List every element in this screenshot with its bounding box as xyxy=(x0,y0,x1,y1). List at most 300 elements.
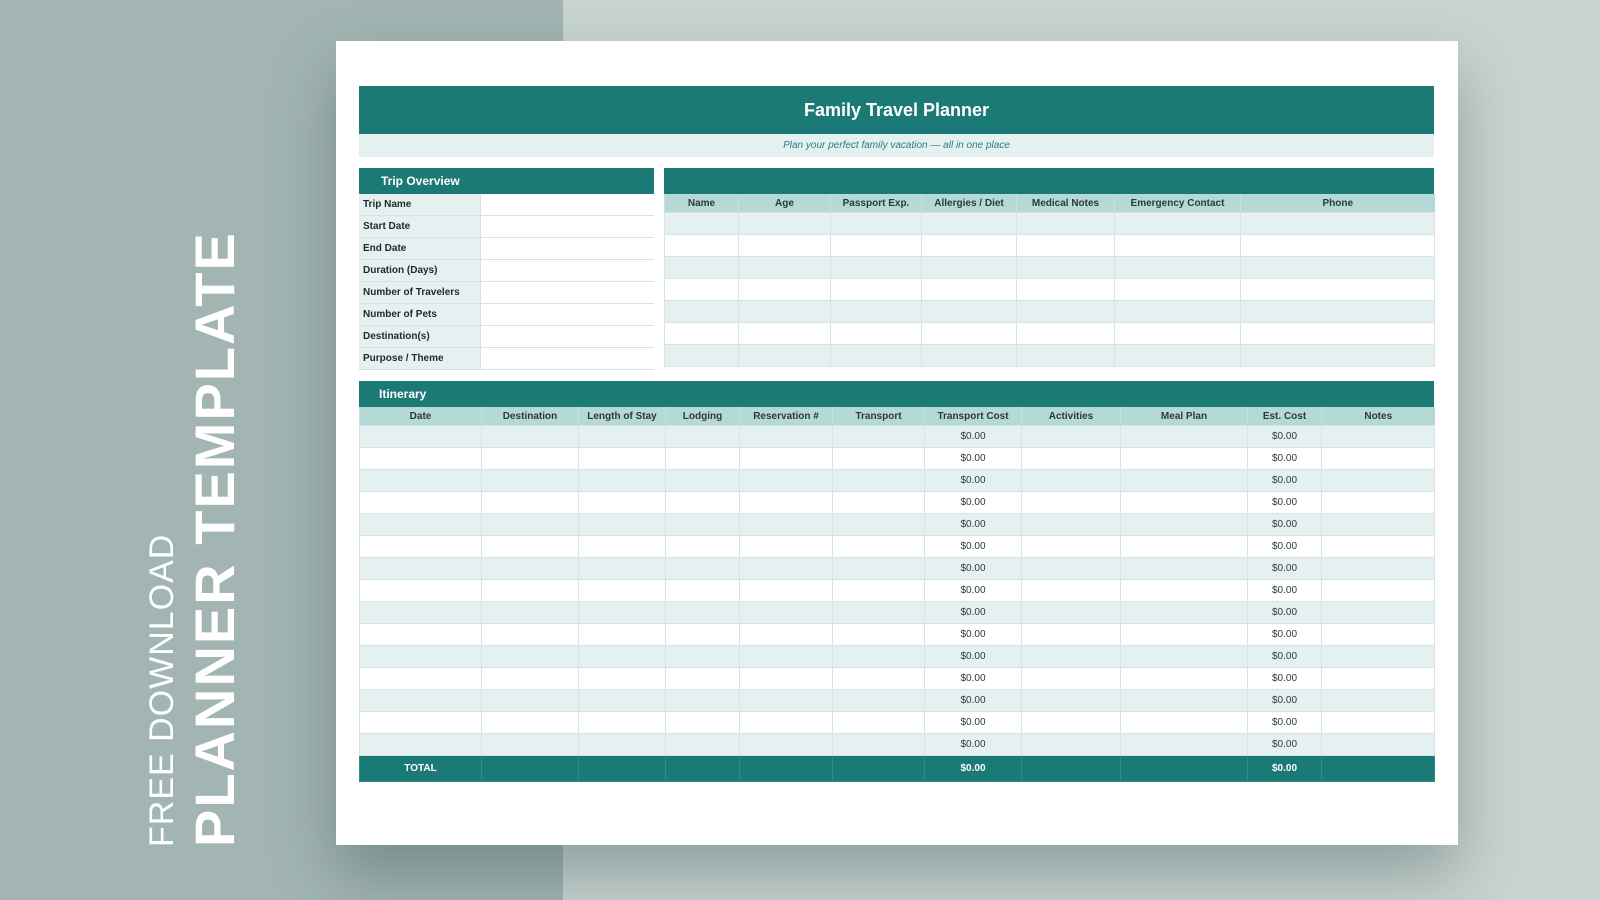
traveler-cell[interactable] xyxy=(1017,323,1115,345)
traveler-cell[interactable] xyxy=(739,279,831,301)
itinerary-cell[interactable] xyxy=(579,668,666,690)
travelers-column-header: Name xyxy=(665,194,739,213)
table-row xyxy=(360,426,1435,448)
itinerary-cell[interactable] xyxy=(1121,448,1248,470)
itinerary-cell[interactable] xyxy=(579,536,666,558)
est-cost-cell[interactable]: $0.00 xyxy=(1248,712,1322,734)
traveler-cell[interactable] xyxy=(1017,213,1115,235)
est-cost-cell[interactable]: $0.00 xyxy=(1248,646,1322,668)
itinerary-cell[interactable] xyxy=(1121,470,1248,492)
traveler-cell[interactable] xyxy=(1241,257,1435,279)
travelers-column-header: Phone xyxy=(1241,194,1435,213)
total-cell xyxy=(579,756,666,782)
itinerary-cell[interactable] xyxy=(740,448,833,470)
itinerary-cell[interactable] xyxy=(833,426,925,448)
traveler-cell[interactable] xyxy=(665,235,739,257)
traveler-cell[interactable] xyxy=(739,301,831,323)
transport-cost-cell[interactable]: $0.00 xyxy=(925,734,1022,756)
itinerary-cell[interactable] xyxy=(579,624,666,646)
overview-field-row xyxy=(359,260,654,282)
itinerary-cell[interactable] xyxy=(1022,448,1121,470)
itinerary-cell[interactable] xyxy=(666,602,740,624)
traveler-cell[interactable] xyxy=(1115,301,1241,323)
total-cell xyxy=(482,756,579,782)
itinerary-column-header: Lodging xyxy=(666,407,740,426)
traveler-cell[interactable] xyxy=(922,213,1017,235)
itinerary-cell[interactable] xyxy=(482,426,579,448)
traveler-cell[interactable] xyxy=(831,213,922,235)
transport-cost-cell[interactable]: $0.00 xyxy=(925,602,1022,624)
itinerary-cell[interactable] xyxy=(833,602,925,624)
itinerary-cell[interactable] xyxy=(360,624,482,646)
itinerary-cell[interactable] xyxy=(482,646,579,668)
overview-field-label: Duration (Days) xyxy=(359,260,481,281)
itinerary-cell[interactable] xyxy=(1322,448,1435,470)
itinerary-cell[interactable] xyxy=(740,690,833,712)
overview-field-value[interactable] xyxy=(481,326,654,347)
itinerary-cell[interactable] xyxy=(740,734,833,756)
traveler-cell[interactable] xyxy=(665,279,739,301)
itinerary-cell[interactable] xyxy=(1121,536,1248,558)
traveler-cell[interactable] xyxy=(1115,345,1241,367)
itinerary-cell[interactable] xyxy=(666,470,740,492)
planner-sheet xyxy=(336,41,1458,845)
itinerary-cell[interactable] xyxy=(740,712,833,734)
total-cell xyxy=(666,756,740,782)
itinerary-cell[interactable] xyxy=(1022,558,1121,580)
itinerary-cell[interactable] xyxy=(833,624,925,646)
itinerary-cell[interactable] xyxy=(579,580,666,602)
est-cost-cell[interactable]: $0.00 xyxy=(1248,690,1322,712)
overview-field-value[interactable] xyxy=(481,348,654,369)
trip-overview-section xyxy=(359,168,654,370)
itinerary-column-header: Length of Stay xyxy=(579,407,666,426)
itinerary-column-header: Transport xyxy=(833,407,925,426)
overview-field-row xyxy=(359,326,654,348)
table-row xyxy=(665,345,1435,367)
table-row xyxy=(360,492,1435,514)
itinerary-cell[interactable] xyxy=(1121,624,1248,646)
itinerary-heading: Itinerary xyxy=(359,381,1434,407)
itinerary-cell[interactable] xyxy=(666,624,740,646)
traveler-cell[interactable] xyxy=(831,301,922,323)
itinerary-cell[interactable] xyxy=(482,558,579,580)
itinerary-cell[interactable] xyxy=(482,712,579,734)
traveler-cell[interactable] xyxy=(922,235,1017,257)
itinerary-cell[interactable] xyxy=(1022,514,1121,536)
overview-field-row xyxy=(359,238,654,260)
traveler-cell[interactable] xyxy=(739,323,831,345)
overview-field-value[interactable] xyxy=(481,238,654,259)
overview-field-value[interactable] xyxy=(481,216,654,237)
itinerary-cell[interactable] xyxy=(666,690,740,712)
traveler-cell[interactable] xyxy=(1017,279,1115,301)
itinerary-cell[interactable] xyxy=(360,734,482,756)
itinerary-cell[interactable] xyxy=(666,426,740,448)
itinerary-cell[interactable] xyxy=(833,448,925,470)
itinerary-cell[interactable] xyxy=(666,646,740,668)
transport-cost-cell[interactable]: $0.00 xyxy=(925,624,1022,646)
traveler-cell[interactable] xyxy=(739,213,831,235)
overview-field-label: Trip Name xyxy=(359,194,481,215)
transport-cost-cell[interactable]: $0.00 xyxy=(925,492,1022,514)
itinerary-cell[interactable] xyxy=(1322,492,1435,514)
itinerary-cell[interactable] xyxy=(482,624,579,646)
itinerary-cell[interactable] xyxy=(833,470,925,492)
itinerary-cell[interactable] xyxy=(666,580,740,602)
itinerary-cell[interactable] xyxy=(360,602,482,624)
itinerary-cell[interactable] xyxy=(1322,536,1435,558)
traveler-cell[interactable] xyxy=(831,345,922,367)
itinerary-cell[interactable] xyxy=(1022,426,1121,448)
traveler-cell[interactable] xyxy=(1241,235,1435,257)
total-label: TOTAL xyxy=(360,756,482,782)
itinerary-cell[interactable] xyxy=(740,514,833,536)
table-row xyxy=(665,323,1435,345)
itinerary-cell[interactable] xyxy=(1022,470,1121,492)
table-row xyxy=(360,734,1435,756)
itinerary-cell[interactable] xyxy=(1022,624,1121,646)
transport-cost-cell[interactable]: $0.00 xyxy=(925,470,1022,492)
itinerary-cell[interactable] xyxy=(740,624,833,646)
itinerary-cell[interactable] xyxy=(833,580,925,602)
itinerary-cell[interactable] xyxy=(579,602,666,624)
table-row xyxy=(360,624,1435,646)
transport-cost-cell[interactable]: $0.00 xyxy=(925,580,1022,602)
itinerary-cell[interactable] xyxy=(1121,602,1248,624)
total-cell xyxy=(1121,756,1248,782)
itinerary-cell[interactable] xyxy=(482,668,579,690)
itinerary-cell[interactable] xyxy=(360,712,482,734)
total-cell xyxy=(1322,756,1435,782)
total-row xyxy=(360,756,1435,782)
traveler-cell[interactable] xyxy=(1241,213,1435,235)
itinerary-cell[interactable] xyxy=(833,558,925,580)
itinerary-cell[interactable] xyxy=(1022,734,1121,756)
est-cost-cell[interactable]: $0.00 xyxy=(1248,734,1322,756)
itinerary-cell[interactable] xyxy=(740,470,833,492)
itinerary-cell[interactable] xyxy=(482,492,579,514)
itinerary-cell[interactable] xyxy=(740,558,833,580)
itinerary-cell[interactable] xyxy=(740,536,833,558)
total-cell xyxy=(740,756,833,782)
side-banner xyxy=(140,231,246,847)
itinerary-cell[interactable] xyxy=(360,448,482,470)
est-cost-cell[interactable]: $0.00 xyxy=(1248,624,1322,646)
traveler-cell[interactable] xyxy=(1115,257,1241,279)
traveler-cell[interactable] xyxy=(1241,345,1435,367)
table-row xyxy=(360,514,1435,536)
itinerary-cell[interactable] xyxy=(360,426,482,448)
table-row xyxy=(360,712,1435,734)
itinerary-cell[interactable] xyxy=(579,646,666,668)
itinerary-cell[interactable] xyxy=(1022,690,1121,712)
itinerary-cell[interactable] xyxy=(579,492,666,514)
traveler-cell[interactable] xyxy=(1115,323,1241,345)
est-cost-cell[interactable]: $0.00 xyxy=(1248,514,1322,536)
itinerary-cell[interactable] xyxy=(1322,734,1435,756)
itinerary-cell[interactable] xyxy=(1022,536,1121,558)
table-row xyxy=(665,257,1435,279)
itinerary-cell[interactable] xyxy=(666,492,740,514)
itinerary-cell[interactable] xyxy=(740,426,833,448)
itinerary-cell[interactable] xyxy=(740,580,833,602)
travelers-column-header: Age xyxy=(739,194,831,213)
itinerary-cell[interactable] xyxy=(579,514,666,536)
travelers-column-header: Medical Notes xyxy=(1017,194,1115,213)
overview-field-value[interactable] xyxy=(481,194,654,215)
itinerary-cell[interactable] xyxy=(1121,712,1248,734)
itinerary-cell[interactable] xyxy=(833,668,925,690)
traveler-cell[interactable] xyxy=(922,279,1017,301)
itinerary-cell[interactable] xyxy=(740,668,833,690)
total-transport-cost: $0.00 xyxy=(925,756,1022,782)
itinerary-body xyxy=(360,426,1435,782)
traveler-cell[interactable] xyxy=(1017,301,1115,323)
overview-field-row xyxy=(359,282,654,304)
travelers-section xyxy=(664,168,1434,367)
itinerary-cell[interactable] xyxy=(579,426,666,448)
travelers-heading-bar xyxy=(664,168,1434,194)
table-row xyxy=(665,235,1435,257)
traveler-cell[interactable] xyxy=(831,323,922,345)
transport-cost-cell[interactable]: $0.00 xyxy=(925,712,1022,734)
overview-field-value[interactable] xyxy=(481,304,654,325)
itinerary-column-header: Est. Cost xyxy=(1248,407,1322,426)
itinerary-cell[interactable] xyxy=(1322,514,1435,536)
traveler-cell[interactable] xyxy=(922,301,1017,323)
itinerary-cell[interactable] xyxy=(360,536,482,558)
transport-cost-cell[interactable]: $0.00 xyxy=(925,448,1022,470)
itinerary-cell[interactable] xyxy=(666,668,740,690)
total-est-cost: $0.00 xyxy=(1248,756,1322,782)
itinerary-cell[interactable] xyxy=(833,492,925,514)
transport-cost-cell[interactable]: $0.00 xyxy=(925,514,1022,536)
itinerary-cell[interactable] xyxy=(360,580,482,602)
itinerary-cell[interactable] xyxy=(482,448,579,470)
itinerary-cell[interactable] xyxy=(1121,580,1248,602)
itinerary-header-row xyxy=(360,407,1435,426)
traveler-cell[interactable] xyxy=(922,257,1017,279)
itinerary-cell[interactable] xyxy=(740,492,833,514)
table-row xyxy=(360,668,1435,690)
table-row xyxy=(360,602,1435,624)
side-banner-small-text: FREE DOWNLOAD xyxy=(143,533,181,847)
total-cell xyxy=(1022,756,1121,782)
overview-field-label: End Date xyxy=(359,238,481,259)
itinerary-cell[interactable] xyxy=(1322,602,1435,624)
est-cost-cell[interactable]: $0.00 xyxy=(1248,536,1322,558)
traveler-cell[interactable] xyxy=(665,345,739,367)
itinerary-cell[interactable] xyxy=(1322,646,1435,668)
itinerary-cell[interactable] xyxy=(579,690,666,712)
itinerary-cell[interactable] xyxy=(666,558,740,580)
overview-field-label: Number of Travelers xyxy=(359,282,481,303)
table-row xyxy=(360,646,1435,668)
overview-field-label: Purpose / Theme xyxy=(359,348,481,369)
itinerary-cell[interactable] xyxy=(666,514,740,536)
traveler-cell[interactable] xyxy=(831,279,922,301)
overview-field-label: Start Date xyxy=(359,216,481,237)
table-row xyxy=(665,279,1435,301)
traveler-cell[interactable] xyxy=(831,257,922,279)
transport-cost-cell[interactable]: $0.00 xyxy=(925,690,1022,712)
itinerary-cell[interactable] xyxy=(833,514,925,536)
traveler-cell[interactable] xyxy=(665,257,739,279)
est-cost-cell[interactable]: $0.00 xyxy=(1248,492,1322,514)
itinerary-table xyxy=(359,407,1435,782)
est-cost-cell[interactable]: $0.00 xyxy=(1248,558,1322,580)
overview-field-value[interactable] xyxy=(481,260,654,281)
table-row xyxy=(665,301,1435,323)
itinerary-column-header: Notes xyxy=(1322,407,1435,426)
traveler-cell[interactable] xyxy=(1241,301,1435,323)
traveler-cell[interactable] xyxy=(922,323,1017,345)
traveler-cell[interactable] xyxy=(1241,323,1435,345)
itinerary-cell[interactable] xyxy=(833,646,925,668)
itinerary-cell[interactable] xyxy=(666,536,740,558)
itinerary-cell[interactable] xyxy=(1022,492,1121,514)
itinerary-cell[interactable] xyxy=(360,470,482,492)
sheet-subtitle: Plan your perfect family vacation — all in one place xyxy=(359,134,1434,157)
trip-overview-heading: Trip Overview xyxy=(359,168,654,194)
itinerary-cell[interactable] xyxy=(1121,668,1248,690)
itinerary-cell[interactable] xyxy=(482,734,579,756)
traveler-cell[interactable] xyxy=(665,213,739,235)
traveler-cell[interactable] xyxy=(665,323,739,345)
overview-field-row xyxy=(359,216,654,238)
itinerary-cell[interactable] xyxy=(482,536,579,558)
itinerary-cell[interactable] xyxy=(579,734,666,756)
itinerary-cell[interactable] xyxy=(360,492,482,514)
itinerary-cell[interactable] xyxy=(1121,492,1248,514)
itinerary-cell[interactable] xyxy=(1322,558,1435,580)
travelers-body xyxy=(665,213,1435,367)
side-banner-big-text: PLANNER TEMPLATE xyxy=(183,231,246,847)
traveler-cell[interactable] xyxy=(1115,213,1241,235)
itinerary-cell[interactable] xyxy=(579,470,666,492)
itinerary-cell[interactable] xyxy=(579,558,666,580)
itinerary-cell[interactable] xyxy=(360,514,482,536)
itinerary-cell[interactable] xyxy=(833,734,925,756)
itinerary-cell[interactable] xyxy=(666,448,740,470)
itinerary-cell[interactable] xyxy=(1322,712,1435,734)
itinerary-column-header: Meal Plan xyxy=(1121,407,1248,426)
itinerary-cell[interactable] xyxy=(833,712,925,734)
est-cost-cell[interactable]: $0.00 xyxy=(1248,426,1322,448)
overview-field-row xyxy=(359,348,654,370)
itinerary-cell[interactable] xyxy=(1322,426,1435,448)
transport-cost-cell[interactable]: $0.00 xyxy=(925,536,1022,558)
itinerary-cell[interactable] xyxy=(1322,470,1435,492)
itinerary-cell[interactable] xyxy=(482,690,579,712)
sheet-title: Family Travel Planner xyxy=(359,86,1434,134)
travelers-column-header: Emergency Contact xyxy=(1115,194,1241,213)
overview-field-label: Number of Pets xyxy=(359,304,481,325)
traveler-cell[interactable] xyxy=(1241,279,1435,301)
itinerary-cell[interactable] xyxy=(482,580,579,602)
itinerary-cell[interactable] xyxy=(666,712,740,734)
itinerary-cell[interactable] xyxy=(1322,690,1435,712)
itinerary-cell[interactable] xyxy=(1322,580,1435,602)
transport-cost-cell[interactable]: $0.00 xyxy=(925,558,1022,580)
est-cost-cell[interactable]: $0.00 xyxy=(1248,580,1322,602)
itinerary-cell[interactable] xyxy=(1322,624,1435,646)
itinerary-cell[interactable] xyxy=(1121,514,1248,536)
table-row xyxy=(360,448,1435,470)
itinerary-cell[interactable] xyxy=(666,734,740,756)
itinerary-cell[interactable] xyxy=(1121,426,1248,448)
itinerary-cell[interactable] xyxy=(579,712,666,734)
itinerary-cell[interactable] xyxy=(1022,602,1121,624)
overview-field-row xyxy=(359,304,654,326)
itinerary-cell[interactable] xyxy=(1121,558,1248,580)
itinerary-cell[interactable] xyxy=(740,646,833,668)
traveler-cell[interactable] xyxy=(1115,235,1241,257)
itinerary-cell[interactable] xyxy=(482,602,579,624)
itinerary-cell[interactable] xyxy=(360,646,482,668)
travelers-column-header: Passport Exp. xyxy=(831,194,922,213)
traveler-cell[interactable] xyxy=(739,257,831,279)
traveler-cell[interactable] xyxy=(1017,345,1115,367)
table-row xyxy=(360,580,1435,602)
itinerary-cell[interactable] xyxy=(360,690,482,712)
overview-field-value[interactable] xyxy=(481,282,654,303)
est-cost-cell[interactable]: $0.00 xyxy=(1248,602,1322,624)
total-cell xyxy=(833,756,925,782)
table-row xyxy=(360,690,1435,712)
itinerary-cell[interactable] xyxy=(1022,668,1121,690)
itinerary-cell[interactable] xyxy=(1121,646,1248,668)
itinerary-column-header: Date xyxy=(360,407,482,426)
itinerary-cell[interactable] xyxy=(482,470,579,492)
itinerary-column-header: Activities xyxy=(1022,407,1121,426)
itinerary-column-header: Destination xyxy=(482,407,579,426)
traveler-cell[interactable] xyxy=(922,345,1017,367)
itinerary-cell[interactable] xyxy=(1022,712,1121,734)
traveler-cell[interactable] xyxy=(1017,235,1115,257)
est-cost-cell[interactable]: $0.00 xyxy=(1248,470,1322,492)
itinerary-cell[interactable] xyxy=(1121,690,1248,712)
itinerary-cell[interactable] xyxy=(740,602,833,624)
itinerary-cell[interactable] xyxy=(579,448,666,470)
itinerary-cell[interactable] xyxy=(360,668,482,690)
itinerary-cell[interactable] xyxy=(1022,580,1121,602)
itinerary-cell[interactable] xyxy=(833,690,925,712)
est-cost-cell[interactable]: $0.00 xyxy=(1248,668,1322,690)
transport-cost-cell[interactable]: $0.00 xyxy=(925,426,1022,448)
transport-cost-cell[interactable]: $0.00 xyxy=(925,646,1022,668)
itinerary-cell[interactable] xyxy=(482,514,579,536)
traveler-cell[interactable] xyxy=(739,235,831,257)
itinerary-cell[interactable] xyxy=(360,558,482,580)
itinerary-column-header: Reservation # xyxy=(740,407,833,426)
itinerary-cell[interactable] xyxy=(1022,646,1121,668)
itinerary-column-header: Transport Cost xyxy=(925,407,1022,426)
itinerary-cell[interactable] xyxy=(833,536,925,558)
traveler-cell[interactable] xyxy=(1017,257,1115,279)
traveler-cell[interactable] xyxy=(1115,279,1241,301)
est-cost-cell[interactable]: $0.00 xyxy=(1248,448,1322,470)
traveler-cell[interactable] xyxy=(831,235,922,257)
transport-cost-cell[interactable]: $0.00 xyxy=(925,668,1022,690)
traveler-cell[interactable] xyxy=(739,345,831,367)
traveler-cell[interactable] xyxy=(665,301,739,323)
itinerary-cell[interactable] xyxy=(1322,668,1435,690)
trip-overview-fields xyxy=(359,194,654,370)
travelers-header-row xyxy=(665,194,1435,213)
itinerary-cell[interactable] xyxy=(1121,734,1248,756)
